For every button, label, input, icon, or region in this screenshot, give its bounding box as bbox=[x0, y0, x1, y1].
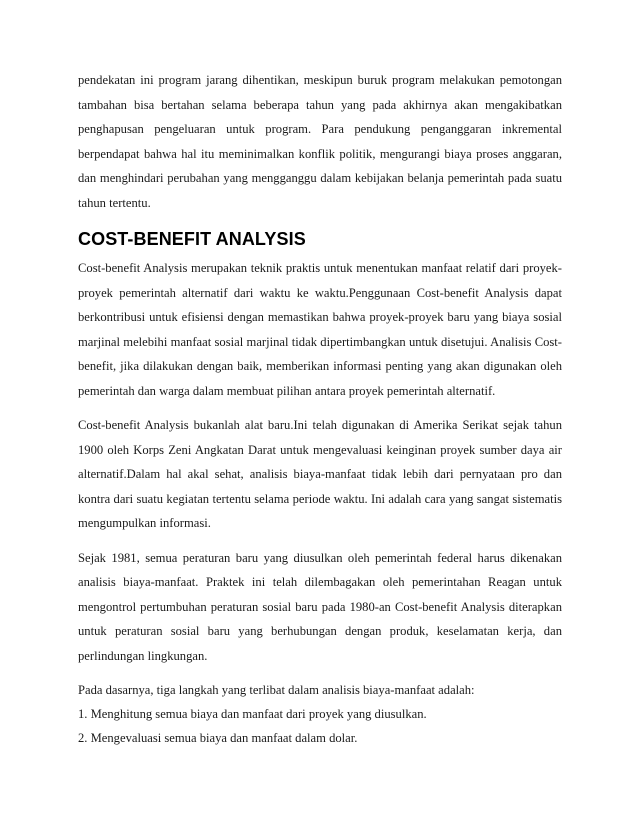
step-item: 2. Mengevaluasi semua biaya dan manfaat dalam dolar. bbox=[78, 731, 358, 745]
section-heading: COST-BENEFIT ANALYSIS bbox=[78, 229, 306, 249]
body-paragraph: Cost-benefit Analysis bukanlah alat baru.Ini telah digunakan di Amerika Serikat sejak tahun 1900 oleh Korps Zeni Angkatan Darat untuk mengevaluasi keinginan proyek sumber daya air alternatif.Dalam hal akal sehat, analisis biaya-manfaat tidak lebih dari pernyataan pro dan kontra dari suatu kegiatan tertentu selama periode waktu. Ini adalah cara yang sangat sistematis mengumpulkan informasi. bbox=[78, 418, 562, 530]
body-paragraph: Sejak 1981, semua peraturan baru yang diusulkan oleh pemerintah federal harus dikenakan analisis biaya-manfaat. Praktek ini telah dilembagakan oleh pemerintahan Reagan untuk mengontrol pertumbuhan peraturan sosial baru pada 1980-an Cost-benefit Analysis diterapkan untuk peraturan sosial baru yang berhubungan dengan produk, keselamatan kerja, dan perlindungan lingkungan. bbox=[78, 550, 562, 663]
steps-intro: Pada dasarnya, tiga langkah yang terlibat dalam analisis biaya-manfaat adalah: bbox=[78, 683, 475, 697]
document-page bbox=[78, 68, 562, 750]
intro-paragraph: pendekatan ini program jarang dihentikan, meskipun buruk program melakukan pemotongan tambahan bisa bertahan selama beberapa tahun yang pada akhirnya akan mengakibatkan penghapusan pengeluaran untuk program. Para pendukung penganggaran inkremental berpendapat bahwa hal itu meminimalkan konflik politik, mengurangi biaya proses anggaran, dan menghindari perubahan yang mengganggu dalam kebijakan belanja pemerintah pada suatu tahun tertentu. bbox=[78, 73, 562, 210]
body-paragraph: Cost-benefit Analysis merupakan teknik praktis untuk menentukan manfaat relatif dari proyek-proyek pemerintah alternatif dari waktu ke waktu.Penggunaan Cost-benefit Analysis dapat berkontribusi untuk efisiensi dengan memastikan bahwa proyek-proyek baru yang biaya sosial marjinal melebihi manfaat sosial marjinal tidak dipertimbangkan untuk disetujui. Analisis Cost-benefit, jika dilakukan dengan baik, memberikan informasi penting yang akan digunakan oleh pemerintah dan warga dalam membuat pilihan antara proyek pemerintah alternatif. bbox=[78, 261, 562, 398]
step-item: 1. Menghitung semua biaya dan manfaat dari proyek yang diusulkan. bbox=[78, 707, 427, 721]
